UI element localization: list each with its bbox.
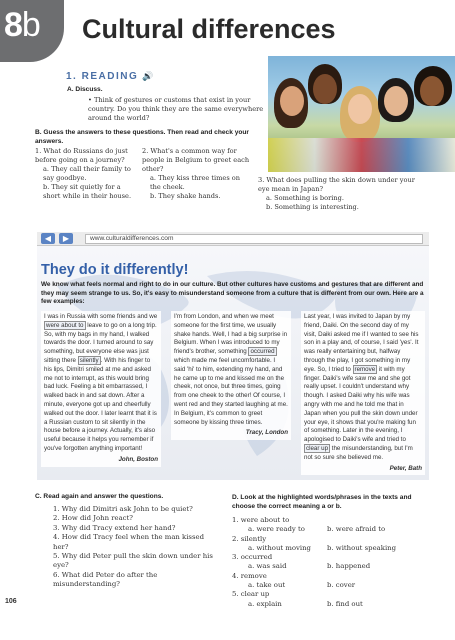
speaker-icon[interactable]: 🔊 [142, 71, 155, 81]
students-photo [268, 56, 455, 172]
browser-bar [37, 232, 429, 246]
highlight-clear-up: clear up [306, 444, 329, 452]
list-item: 1. were about to [232, 516, 290, 524]
list-item: 6. What did Peter do after the misunderstanding? [53, 570, 158, 589]
task-d-label: D. Look at the highlighted words/phrases in the texts and choose the correct meaning a or b. [232, 494, 412, 510]
highlight-were-about-to: were about to [46, 321, 84, 329]
post-signature: John, Boston [118, 455, 158, 463]
list-item: 4. remove [232, 571, 267, 580]
list-item: 4. How did Tracy feel when the man kissed her? [53, 533, 204, 551]
unit-badge [0, 0, 64, 62]
choice-row: a. take out b. cover [248, 581, 356, 590]
list-item: 3. Why did Tracy extend her hand? [53, 523, 176, 532]
list-item: 5. Why did Peter pull the skin down under his eye? [53, 552, 213, 570]
reading-heading: 1. READING 🔊 [66, 71, 155, 82]
page-title: Cultural differences [82, 14, 336, 44]
post-john: I was in Russia with some friends and we were about to leave to go on a long trip. So, with my bags in my hand, I walked towards the door. I turned around to say something, but everyone else was just sitting there silently . With his finger to his lips, Dimitri smiled at me and asked me not to interrupt, as this would bring bad luck. Feeling a bit embarrassed, I walked back in and sat down. After a minute, everyone got up and cheerfully walked out the door. I later learnt that it is a Russian custom to sit silently in the house before a journey. Actually, it's also useful because it helps you remember if you've forgotten anything important! John, Boston [41, 311, 161, 467]
unit-number: 8b [4, 6, 40, 44]
choice-row: a. was said b. happened [248, 562, 371, 571]
question-1: 1. What do Russians do just before going on a journey? a. They call their family to say goodbye. b. They sit quietly for a short while in their house. [35, 147, 132, 200]
list-item: 2. silently [232, 534, 267, 543]
choice-row: a. without moving b. without speaking [248, 543, 397, 552]
article-title: They do it differently! [41, 262, 189, 278]
task-d-items [232, 516, 432, 609]
choice-row: a. explain b. find out [248, 599, 363, 608]
task-c-label: C. Read again and answer the questions. [35, 493, 164, 500]
task-a-label: A. Discuss. [67, 86, 103, 93]
task-c-questions [53, 505, 213, 590]
highlight-occurred: occurred [250, 348, 275, 356]
list-item: 5. clear up [232, 590, 270, 599]
article-intro: We know what feels normal and right to do in our culture. But other cultures have customs and gestures that are different and they may seem strange to us. So, it's easy to misunderstand someone from a culture that is different from our own. Here are a few examples: [41, 281, 424, 306]
list-item: 3. occurred [232, 553, 273, 562]
article-panel [37, 246, 429, 480]
forward-arrow-icon[interactable]: ▶ [59, 233, 73, 244]
choice-row: a. were ready to b. were afraid to [248, 525, 386, 534]
highlight-remove: remove [354, 365, 376, 373]
post-signature: Peter, Bath [389, 464, 422, 472]
url-bar[interactable]: www.culturaldifferences.com [85, 234, 423, 244]
task-b-label: B. Guess the answers to these questions. Then read and check your answers. [35, 129, 249, 145]
post-peter: Last year, I was invited to Japan by my friend, Daiki. On the second day of my visit, Daiki asked me if I wanted to see his son in a play and, of course, I said 'yes'. It was really entertaining but, halfway through the play, I got something in my eye. So, I tried to remove it with my finger. Daiki's wife saw me and she got really upset. I couldn't understand why though. I asked Daiki why his wife was angry with me and he told me that in Japan when you pull the skin down under your eye, it shows that you're making fun of something. Later in the evening, I apologised to Daiki's wife and tried to clear up the misunderstanding, but I'm not so sure she believed me. Peter, Bath [301, 311, 425, 475]
post-signature: Tracy, London [245, 429, 288, 437]
discuss-prompt: • Think of gestures or customs that exist in your country. Do you think they are the same everywhere around the world? [88, 96, 264, 122]
page-number: 106 [5, 598, 17, 605]
question-3: 3. What does pulling the skin down under your eye mean in Japan? a. Something is boring. b. Something is interesting. [258, 176, 415, 211]
back-arrow-icon[interactable]: ◀ [41, 233, 55, 244]
list-item: 1. Why did Dimitri ask John to be quiet? [53, 505, 193, 513]
highlight-silently: silently [79, 356, 99, 364]
question-2: 2. What's a common way for people in Belgium to greet each other? a. They kiss three times on the cheek. b. They shake hands. [142, 147, 250, 200]
post-tracy: I'm from London, and when we meet someone for the first time, we usually shake hands. Well, I had a big surprise in Belgium. When I was introduced to my friend's brother, something occurred which made me feel uncomfortable. I said 'hi' to him, extending my hand, and he came up to me and kissed me on the cheek, not once, but three times, going from one cheek to the other! Of course, I went red and they started laughing at me. In Belgium, it's common to greet someone by kissing three times. Tracy, London [171, 311, 291, 440]
list-item: 2. How did John react? [53, 514, 134, 523]
